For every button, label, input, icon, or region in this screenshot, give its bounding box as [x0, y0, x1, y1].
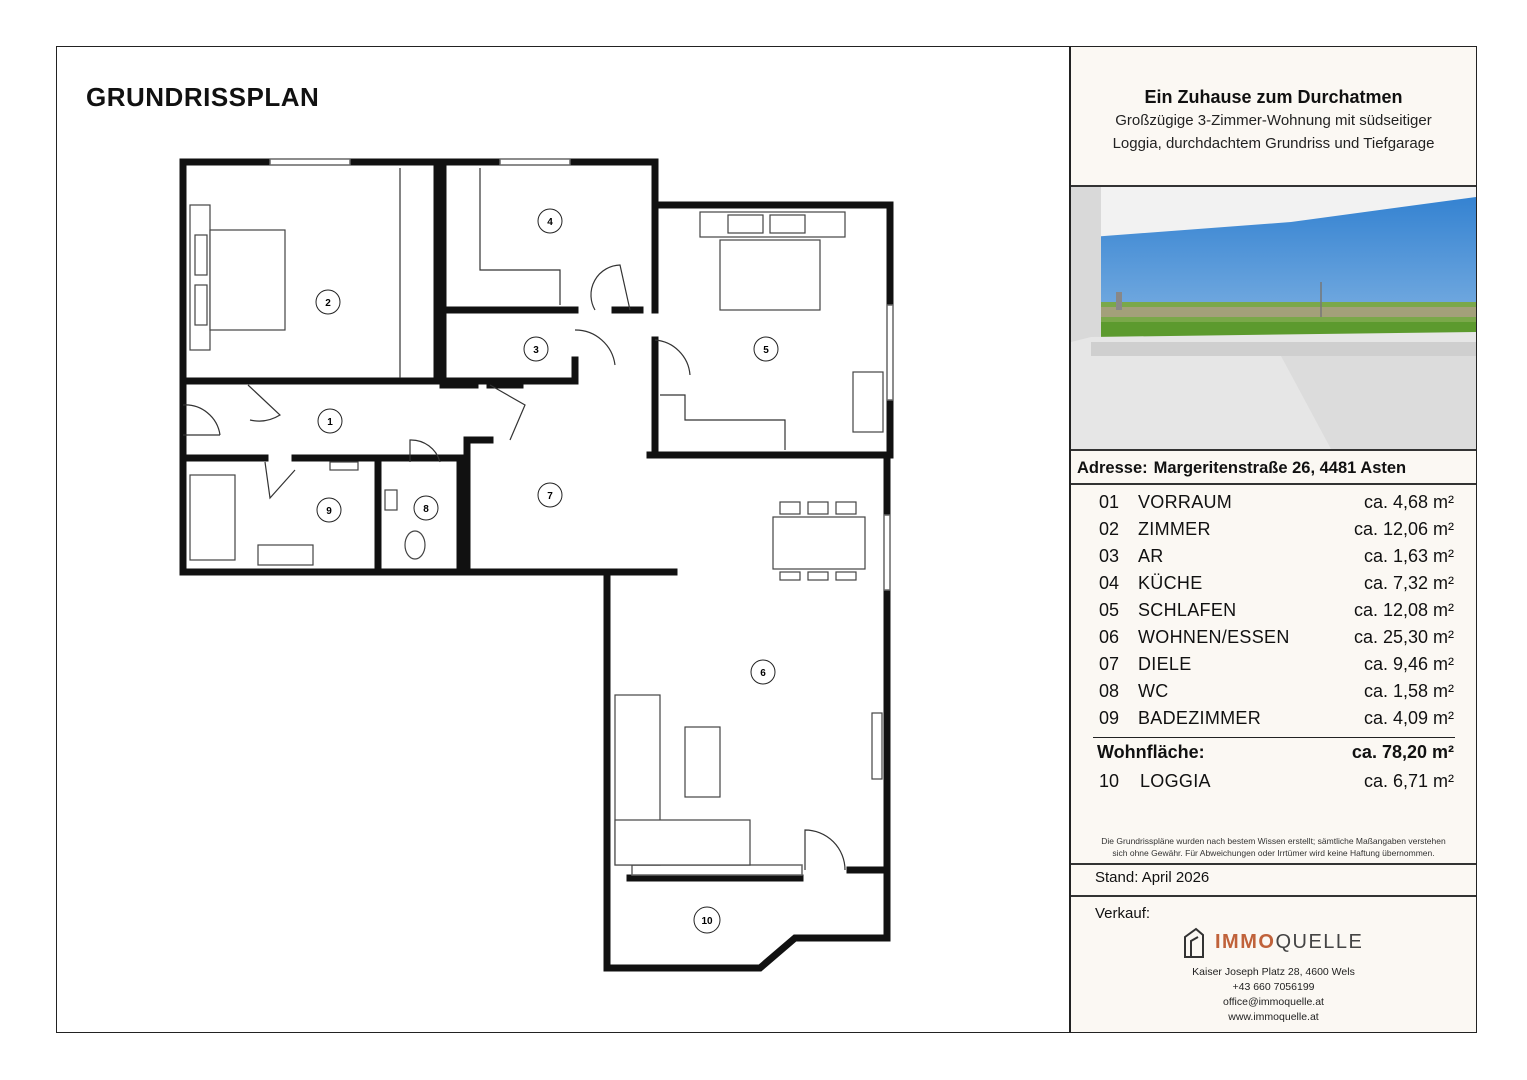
room-row: 03 AR ca. 1,63 m²	[1099, 546, 1454, 566]
room-label-8	[414, 496, 438, 520]
room-row: 07 DIELE ca. 9,46 m²	[1099, 654, 1454, 674]
total-label: Wohnfläche:	[1097, 742, 1205, 762]
immoquelle-logo-icon	[1181, 925, 1211, 961]
svg-text:2: 2	[325, 298, 331, 309]
sales-contact	[1071, 965, 1476, 1025]
room-label-9	[317, 498, 341, 522]
room-label-1	[318, 409, 342, 433]
room-label-5	[754, 337, 778, 361]
sales-email[interactable]: office@immoquelle.at	[1223, 996, 1324, 1008]
loggia-photo	[1071, 187, 1476, 449]
sales-website[interactable]: www.immoquelle.at	[1228, 1011, 1319, 1023]
page-title: GRUNDRISSPLAN	[86, 82, 320, 112]
svg-text:1: 1	[327, 417, 333, 428]
room-row: 08 WC ca. 1,58 m²	[1099, 681, 1454, 701]
svg-text:9: 9	[326, 506, 332, 517]
disclaimer: Die Grundrisspläne wurden nach bestem Wissen erstellt; sämtliche Maßangaben verstehen sich ohne Gewähr. Für Abweichungen oder Irrtümer wird keine Haftung übernommen.	[1101, 836, 1446, 858]
room-label-3	[524, 337, 548, 361]
divider-line	[1071, 449, 1476, 451]
room-row: 04 KÜCHE ca. 7,32 m²	[1099, 573, 1454, 593]
svg-text:3: 3	[533, 345, 539, 356]
room-row: 05 SCHLAFEN ca. 12,08 m²	[1099, 600, 1454, 620]
stand-date: Stand: April 2026	[1095, 869, 1210, 886]
svg-text:5: 5	[763, 345, 769, 356]
divider-line	[1071, 483, 1476, 485]
sales-label: Verkauf:	[1095, 905, 1151, 922]
room-row: 02 ZIMMER ca. 12,06 m²	[1099, 519, 1454, 539]
headline: Ein Zuhause zum Durchatmen	[1144, 87, 1403, 107]
room-row: 09 BADEZIMMER ca. 4,09 m²	[1099, 708, 1454, 728]
subheadline: Großzügige 3-Zimmer-Wohnung mit südseitiger Loggia, durchdachtem Grundriss und Tiefgarage	[1112, 112, 1435, 152]
room-label-6	[751, 660, 775, 684]
loggia-row: 10 LOGGIA ca. 6,71 m²	[1099, 771, 1454, 791]
svg-text:7: 7	[547, 491, 553, 502]
sum-line	[1093, 737, 1455, 738]
svg-text:8: 8	[423, 504, 429, 515]
address: Adresse: Margeritenstraße 26, 4481 Asten	[1077, 459, 1407, 477]
svg-text:4: 4	[547, 217, 553, 228]
svg-text:10: 10	[701, 916, 713, 927]
floor-plan	[170, 150, 910, 980]
brand-name: IMMOQUELLE	[1215, 931, 1364, 953]
room-label-4	[538, 209, 562, 233]
divider-line	[1071, 863, 1476, 865]
room-label-2	[316, 290, 340, 314]
sales-address: Kaiser Joseph Platz 28, 4600 Wels	[1192, 966, 1355, 978]
divider-line	[1071, 895, 1476, 897]
svg-text:6: 6	[760, 668, 766, 679]
room-label-10	[694, 907, 720, 933]
total-area: ca. 78,20 m²	[1351, 742, 1454, 762]
info-panel	[1071, 47, 1476, 1032]
room-label-7	[538, 483, 562, 507]
room-row: 06 WOHNEN/ESSEN ca. 25,30 m²	[1099, 627, 1454, 647]
room-row: 01 VORRAUM ca. 4,68 m²	[1099, 492, 1454, 512]
sales-phone: +43 660 7056199	[1232, 981, 1315, 993]
